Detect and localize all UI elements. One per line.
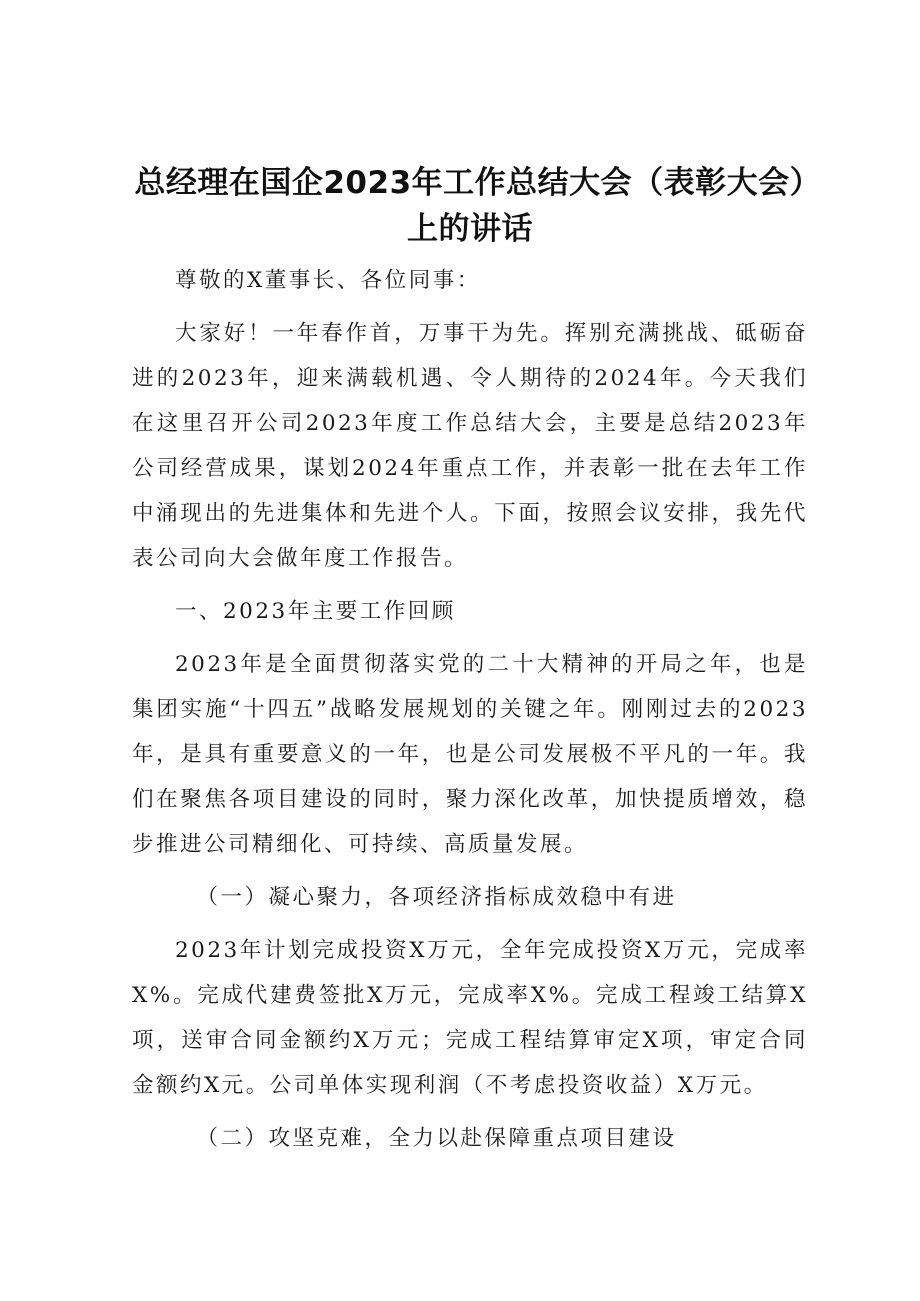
document-title: 总经理在国企2023年工作总结大会（表彰大会）上的讲话: [134, 165, 806, 247]
subsection-1-paragraph: 2023年计划完成投资X万元，全年完成投资X万元，完成率X%。完成代建费签批X万元，完成率X%。完成工程竣工结算X项，送审合同金额约X万元；完成工程结算审定X项，审定合同金额约X元。公司单体实现利润（不考虑投资收益）X万元。: [132, 938, 808, 1098]
subsection-2-heading: （二）攻坚克难，全力以赴保障重点项目建设: [196, 1126, 677, 1151]
section-1-paragraph: 2023年是全面贯彻落实党的二十大精神的开局之年，也是集团实施“十四五”战略发展规划的关键之年。刚刚过去的2023年，是具有重要意义的一年，也是公司发展极不平凡的一年。我们在聚焦各项目建设的同时，聚力深化改革，加快提质增效，稳步推进公司精细化、可持续、高质量发展。: [132, 652, 808, 857]
salutation: 尊敬的X董事长、各位同事：: [175, 268, 481, 293]
opening-paragraph: 大家好！一年春作首，万事干为先。挥别充满挑战、砥砺奋进的2023年，迎来满载机遇、令人期待的2024年。今天我们在这里召开公司2023年度工作总结大会，主要是总结2023年公司经营成果，谋划2024年重点工作，并表彰一批在去年工作中涌现出的先进集体和先进个人。下面，按照会议安排，我先代表公司向大会做年度工作报告。: [132, 321, 808, 571]
section-1-heading: 一、2023年主要工作回顾: [175, 599, 456, 624]
subsection-1-heading: （一）凝心聚力，各项经济指标成效稳中有进: [196, 885, 677, 910]
